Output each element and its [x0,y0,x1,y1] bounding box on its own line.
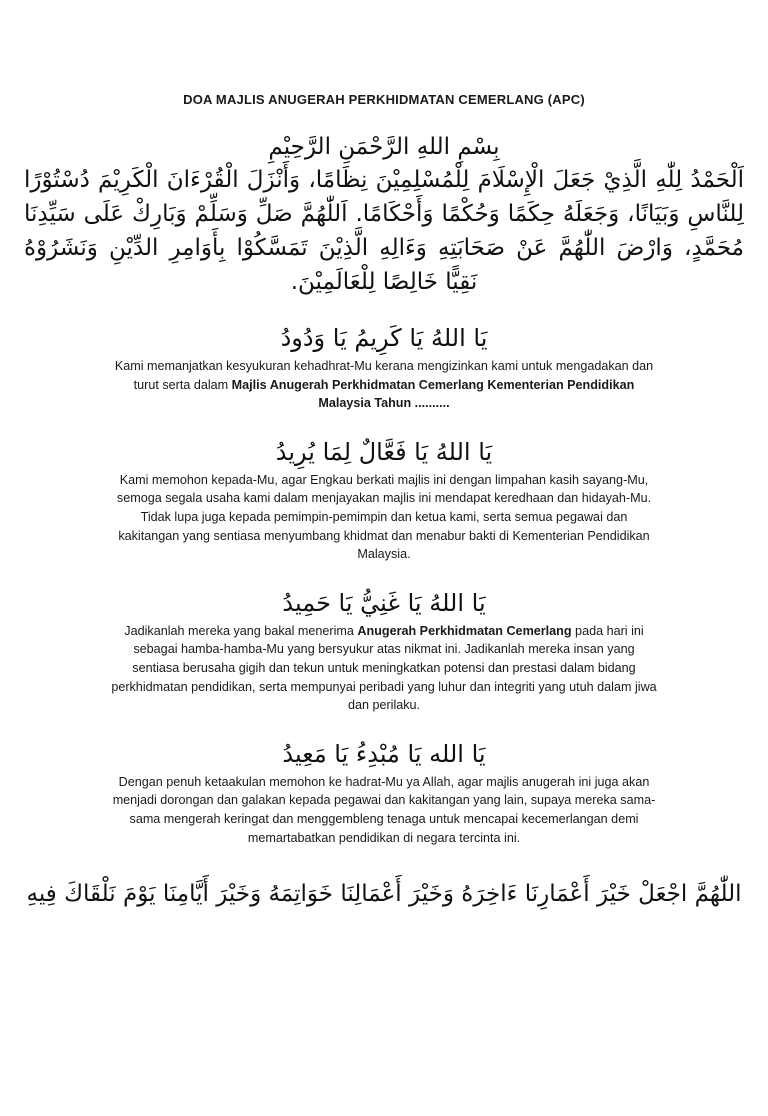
paragraph-text-after: pada hari ini sebagai hamba-hamba-Mu yang bersyukur atas nikmat ini. Jadikanlah mereka insan yang sentiasa berusaha gigih dan tekun untuk meningkatkan potensi dan prestasi dalam bidang perkhidmatan pendidikan, serta mempunyai peribadi yang luhur dan integriti yang utuh dalam jiwa dan perilaku. [111,623,657,713]
closing-prayer: اللّٰهُمَّ اجْعَلْ خَيْرَ أَعْمَارِنَا ءَاخِرَهُ وَخَيْرَ أَعْمَالِنَا خَوَاتِمَهُ وَخَيْرَ أَيَّامِنَا يَوْمَ نَلْقَاكَ فِيهِ [26,881,742,908]
invocation-heading: يَا اللهُ يَا كَرِيمُ يَا وَدُودُ [280,324,488,352]
paragraph-bold-text: Anugerah Perkhidmatan Cemerlang [357,623,572,638]
document-page [0,92,768,1116]
paragraph-text: Jadikanlah mereka yang bakal menerima [124,623,358,638]
closing-prayer-block [24,877,744,911]
paragraph-text: Kami memanjatkan kesyukuran kehadhrat-Mu kerana mengizinkan kami untuk mengadakan dan turut serta dalam [114,359,654,392]
prayer-section-3 [110,586,658,715]
prayer-section-1 [110,321,658,413]
opening-prayer: اَلْحَمْدُ لِلّٰهِ الَّذِيْ جَعَلَ الْإِسْلَامَ لِلْمُسْلِمِيْنَ نِظَامًا، وَأَنْزَلَ الْقُرْءَانَ الْكَرِيْمَ دُسْتُوْرًا لِلنَّاسِ وَبَيَانًا، وَجَعَلَهُ حِكَمًا وَحُكْمًا وَأَحْكَامًا. اَللّٰهُمَّ صَلِّ وَسَلِّمْ وَبَارِكْ عَلَى سَيِّدِنَا مُحَمَّدٍ، وَارْضَ اللّٰهُمَّ عَنْ صَحَابَتِهِ وَءَالِهِ الَّذِيْنَ تَمَسَّكُوْا بِأَوَامِرِ الدِّيْنِ وَنَشَرُوْهُ نَقِيًّا خَالِصًا لِلْعَالَمِيْنَ. [24,167,744,295]
prayer-paragraph [110,471,658,564]
invocation-heading: يَا اللهُ يَا فَعَّالٌ لِمَا يُرِيدُ [275,437,493,466]
paragraph-bold-text: Majlis Anugerah Perkhidmatan Cemerlang Kementerian Pendidikan Malaysia Tahun .......... [231,377,635,411]
invocation-heading: يَا اللهُ يَا غَنِيُّ يَا حَمِيدُ [282,588,486,617]
invocation-heading: يَا الله يَا مُبْدِءُ يَا مَعِيدُ [282,739,486,768]
prayer-paragraph [110,357,658,413]
paragraph-text: Dengan penuh ketaakulan memohon ke hadrat-Mu ya Allah, agar majlis anugerah ini juga akan menjadi dorongan dan galakan kepada pegawai dan kakitangan yang lain, supaya mereka sama-sama mengerah keringat dan menggembleng tenaga untuk mencapai kecemerlangan demi memartabatkan pendidikan di negara tercinta ini. [112,774,656,845]
paragraph-text: Kami memohon kepada-Mu, agar Engkau berkati majlis ini dengan limpahan kasih sayang-Mu, semoga segala usaha kami dalam menjayakan majlis ini mendapat keredhaan dan hidayah-Mu. Tidak lupa juga kepada pemimpin-pemimpin dan ketua kami, serta semua pegawai dan kakitangan yang sentiasa menyumbang khidmat dan menabur bakti di Kementerian Pendidikan Malaysia. [116,472,652,562]
document-title: DOA MAJLIS ANUGERAH PERKHIDMATAN CEMERLANG (APC) [183,92,585,107]
prayer-paragraph [110,773,658,847]
prayer-paragraph [110,622,658,715]
bismillah-line: بِسْمِ اللهِ الرَّحْمَنِ الرَّحِيْمِ [268,134,500,160]
opening-prayer-block [24,163,744,299]
prayer-section-4 [110,737,658,847]
prayer-section-2 [110,435,658,564]
